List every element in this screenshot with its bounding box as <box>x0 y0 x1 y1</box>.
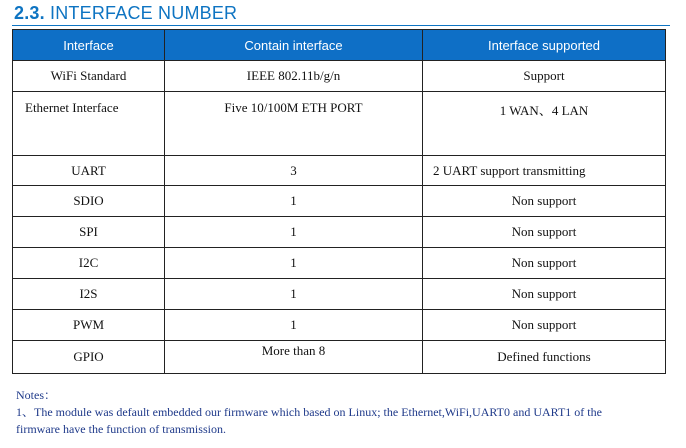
table-row <box>13 61 666 92</box>
interface-cell: GPIO <box>13 341 165 374</box>
notes-section <box>16 387 680 438</box>
contain-cell: More than 8 <box>165 341 423 374</box>
interface-cell: UART <box>13 156 165 186</box>
contain-cell: 1 <box>165 310 423 341</box>
support-cell: 2 UART support transmitting <box>423 156 666 186</box>
contain-cell: 1 <box>165 279 423 310</box>
section-heading <box>14 2 237 24</box>
support-cell: Non support <box>423 279 666 310</box>
table-header-row <box>13 30 666 61</box>
table-row <box>13 186 666 217</box>
notes-line-2: firmware have the function of transmission. <box>16 422 226 436</box>
interface-table <box>12 29 666 374</box>
table-row <box>13 341 666 374</box>
contain-cell: 1 <box>165 217 423 248</box>
support-cell: 1 WAN、4 LAN <box>423 92 666 156</box>
column-header-contain-interface: Contain interface <box>165 30 423 61</box>
column-header-interface: Interface <box>13 30 165 61</box>
support-cell: Support <box>423 61 666 92</box>
interface-cell: PWM <box>13 310 165 341</box>
table-row <box>13 156 666 186</box>
table-row <box>13 310 666 341</box>
support-cell: Non support <box>423 310 666 341</box>
contain-cell: 1 <box>165 186 423 217</box>
contain-cell: 3 <box>165 156 423 186</box>
contain-cell: 1 <box>165 248 423 279</box>
contain-cell: IEEE 802.11b/g/n <box>165 61 423 92</box>
table-row <box>13 248 666 279</box>
interface-cell: I2C <box>13 248 165 279</box>
heading-underline <box>12 25 670 26</box>
interface-cell: WiFi Standard <box>13 61 165 92</box>
notes-line-1: 1、The module was default embedded our firmware which based on Linux; the Ethernet,WiFi,UART0 and UART1 of the <box>16 405 602 419</box>
support-cell: Non support <box>423 186 666 217</box>
table-row <box>13 279 666 310</box>
table-row <box>13 217 666 248</box>
support-cell: Non support <box>423 217 666 248</box>
section-number: 2.3. <box>14 3 45 23</box>
interface-cell: SDIO <box>13 186 165 217</box>
interface-cell: Ethernet Interface <box>13 92 165 156</box>
interface-cell: I2S <box>13 279 165 310</box>
column-header-interface-supported: Interface supported <box>423 30 666 61</box>
support-cell: Defined functions <box>423 341 666 374</box>
table-row <box>13 92 666 156</box>
section-title: INTERFACE NUMBER <box>50 3 238 23</box>
notes-title: Notes： <box>16 388 56 402</box>
support-cell: Non support <box>423 248 666 279</box>
interface-cell: SPI <box>13 217 165 248</box>
contain-cell: Five 10/100M ETH PORT <box>165 92 423 156</box>
